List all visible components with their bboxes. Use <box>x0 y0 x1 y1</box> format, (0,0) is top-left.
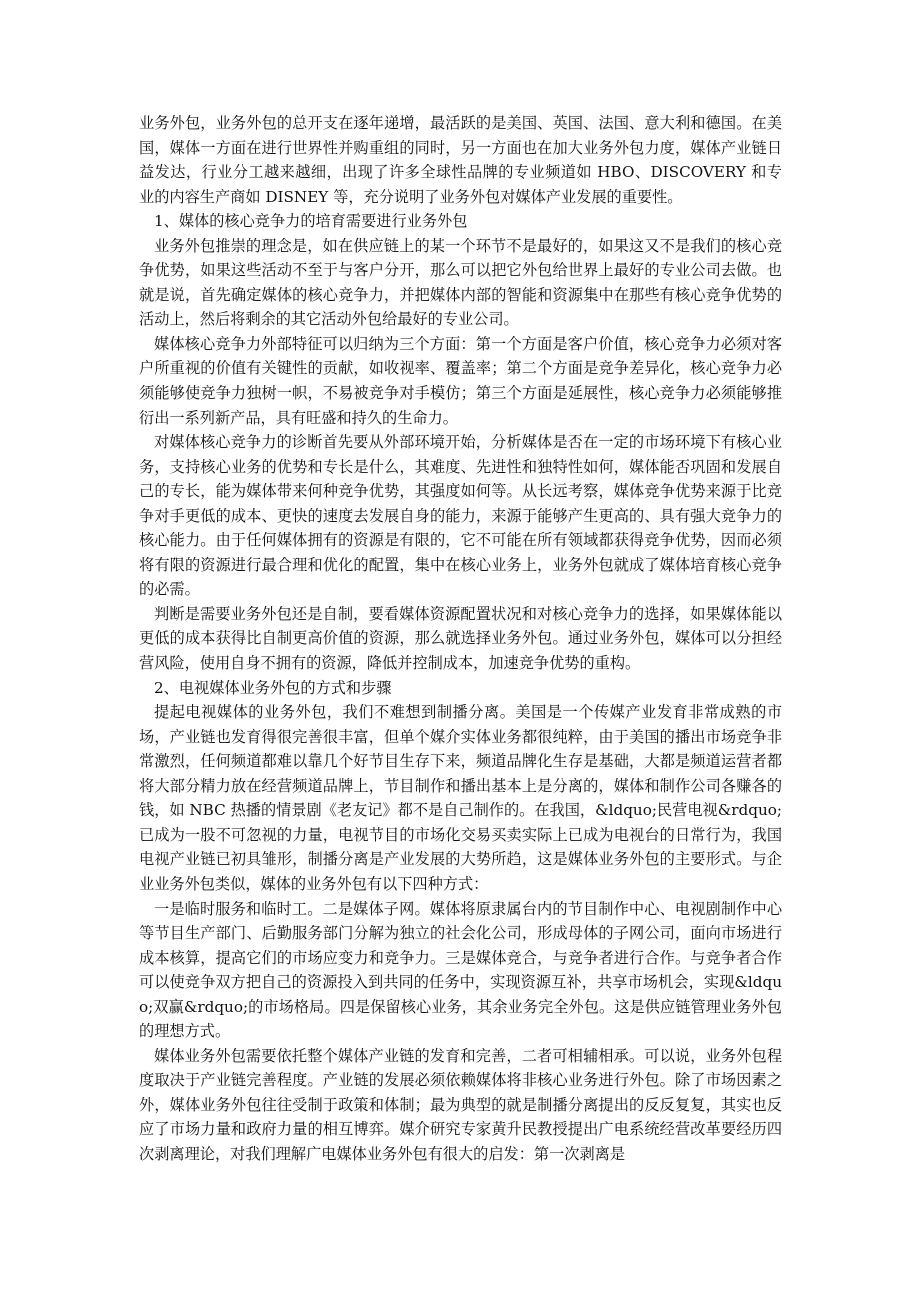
paragraph-outsourcing-concept: 业务外包推崇的理念是，如在供应链上的某一个环节不是最好的，如果这又不是我们的核心竞争优势，如果这些活动不至于与客户分开，那么可以把它外包给世界上最好的专业公司去做。也就是说，首先确定媒体的核心竞争力，并把媒体内部的智能和资源集中在那些有核心竞争优势的活动上，然后将剩余的其它活动外包给最好的专业公司。 <box>139 236 782 329</box>
paragraph-four-methods: 一是临时服务和临时工。二是媒体子网。媒体将原隶属台内的节目制作中心、电视剧制作中心等节目生产部门、后勤服务部门分解为独立的社会化公司，形成母体的子网公司，面向市场进行成本核算，提高它们的市场应变力和竞争力。三是媒体竞合，与竞争者进行合作。与竞争者合作可以使竞争双方把自己的资源投入到共同的任务中，实现资源互补，共享市场机会，实现&ldquo;双赢&rdquo;的市场格局。四是保留核心业务，其余业务完全外包。这是供应链管理业务外包的理想方式。 <box>139 899 782 1041</box>
paragraph-core-competence-features: 媒体核心竞争力外部特征可以归纳为三个方面：第一个方面是客户价值，核心竞争力必须对客户所重视的价值有关键性的贡献，如收视率、覆盖率；第二个方面是竞争差异化，核心竞争力必须能够使竞争力独树一帜，不易被竞争对手模仿；第三个方面是延展性，核心竞争力必须能够推衍出一系列新产品，具有旺盛和持久的生命力。 <box>139 334 782 427</box>
paragraph-intro: 业务外包，业务外包的总开支在逐年递增，最活跃的是美国、英国、法国、意大利和德国。在美国，媒体一方面在进行世界性并购重组的同时，另一方面也在加大业务外包力度，媒体产业链日益发达，行业分工越来越细，出现了许多全球性品牌的专业频道如 HBO、DISCOVERY 和专业的内容生产商如 DISNEY 等，充分说明了业务外包对媒体产业发展的重要性。 <box>139 114 782 206</box>
paragraph-make-or-buy: 判断是需要业务外包还是自制，要看媒体资源配置状况和对核心竞争力的选择，如果媒体能以更低的成本获得比自制更高价值的资源，那么就选择业务外包。通过业务外包，媒体可以分担经营风险，使用自身不拥有的资源，降低并控制成本，加速竞争优势的重构。 <box>139 604 782 673</box>
document-page <box>139 111 782 1167</box>
paragraph-core-competence-diagnosis: 对媒体核心竞争力的诊断首先要从外部环境开始，分析媒体是否在一定的市场环境下有核心业务，支持核心业务的优势和专长是什么，其难度、先进性和独特性如何，媒体能否巩固和发展自己的专长，能为媒体带来何种竞争优势，其强度如何等。从长远考察，媒体竞争优势来源于比竞争对手更低的成本、更快的速度去发展自身的能力，来源于能够产生更高的、具有强大竞争力的核心能力。由于任何媒体拥有的资源是有限的，它不可能在所有领域都获得竞争优势，因而必须将有限的资源进行最合理和优化的配置，集中在核心业务上，业务外包就成了媒体培育核心竞争的必需。 <box>139 433 782 599</box>
section-heading-2: 2、电视媒体业务外包的方式和步骤 <box>154 678 392 697</box>
paragraph-industry-chain: 媒体业务外包需要依托整个媒体产业链的发育和完善，二者可相辅相承。可以说，业务外包程度取决于产业链完善程度。产业链的发展必须依赖媒体将非核心业务进行外包。除了市场因素之外，媒体业务外包往往受制于政策和体制；最为典型的就是制播分离提出的反反复复，其实也反应了市场力量和政府力量的相互博弈。媒介研究专家黄升民教授提出广电系统经营改革要经历四次剥离理论，对我们理解广电媒体业务外包有很大的启发：第一次剥离是 <box>139 1046 782 1163</box>
section-heading-1: 1、媒体的核心竞争力的培育需要进行业务外包 <box>154 212 468 231</box>
paragraph-production-broadcast-separation: 提起电视媒体的业务外包，我们不难想到制播分离。美国是一个传媒产业发育非常成熟的市场，产业链也发育得很完善很丰富，但单个媒介实体业务都很纯粹，由于美国的播出市场竞争非常激烈，任何频道都难以靠几个好节目生存下来，频道品牌化生存是基础，大都是频道运营者都将大部分精力放在经营频道品牌上，节目制作和播出基本上是分离的，媒体和制作公司各赚各的钱，如 NBC 热播的情景剧《老友记》都不是自己制作的。在我国，&ldquo;民营电视&rdquo;已成为一股不可忽视的力量，电视节目的市场化交易买卖实际上已成为电视台的日常行为，我国电视产业链已初具雏形，制播分离是产业发展的大势所趋，这是媒体业务外包的主要形式。与企业业务外包类似，媒体的业务外包有以下四种方式： <box>139 703 782 893</box>
